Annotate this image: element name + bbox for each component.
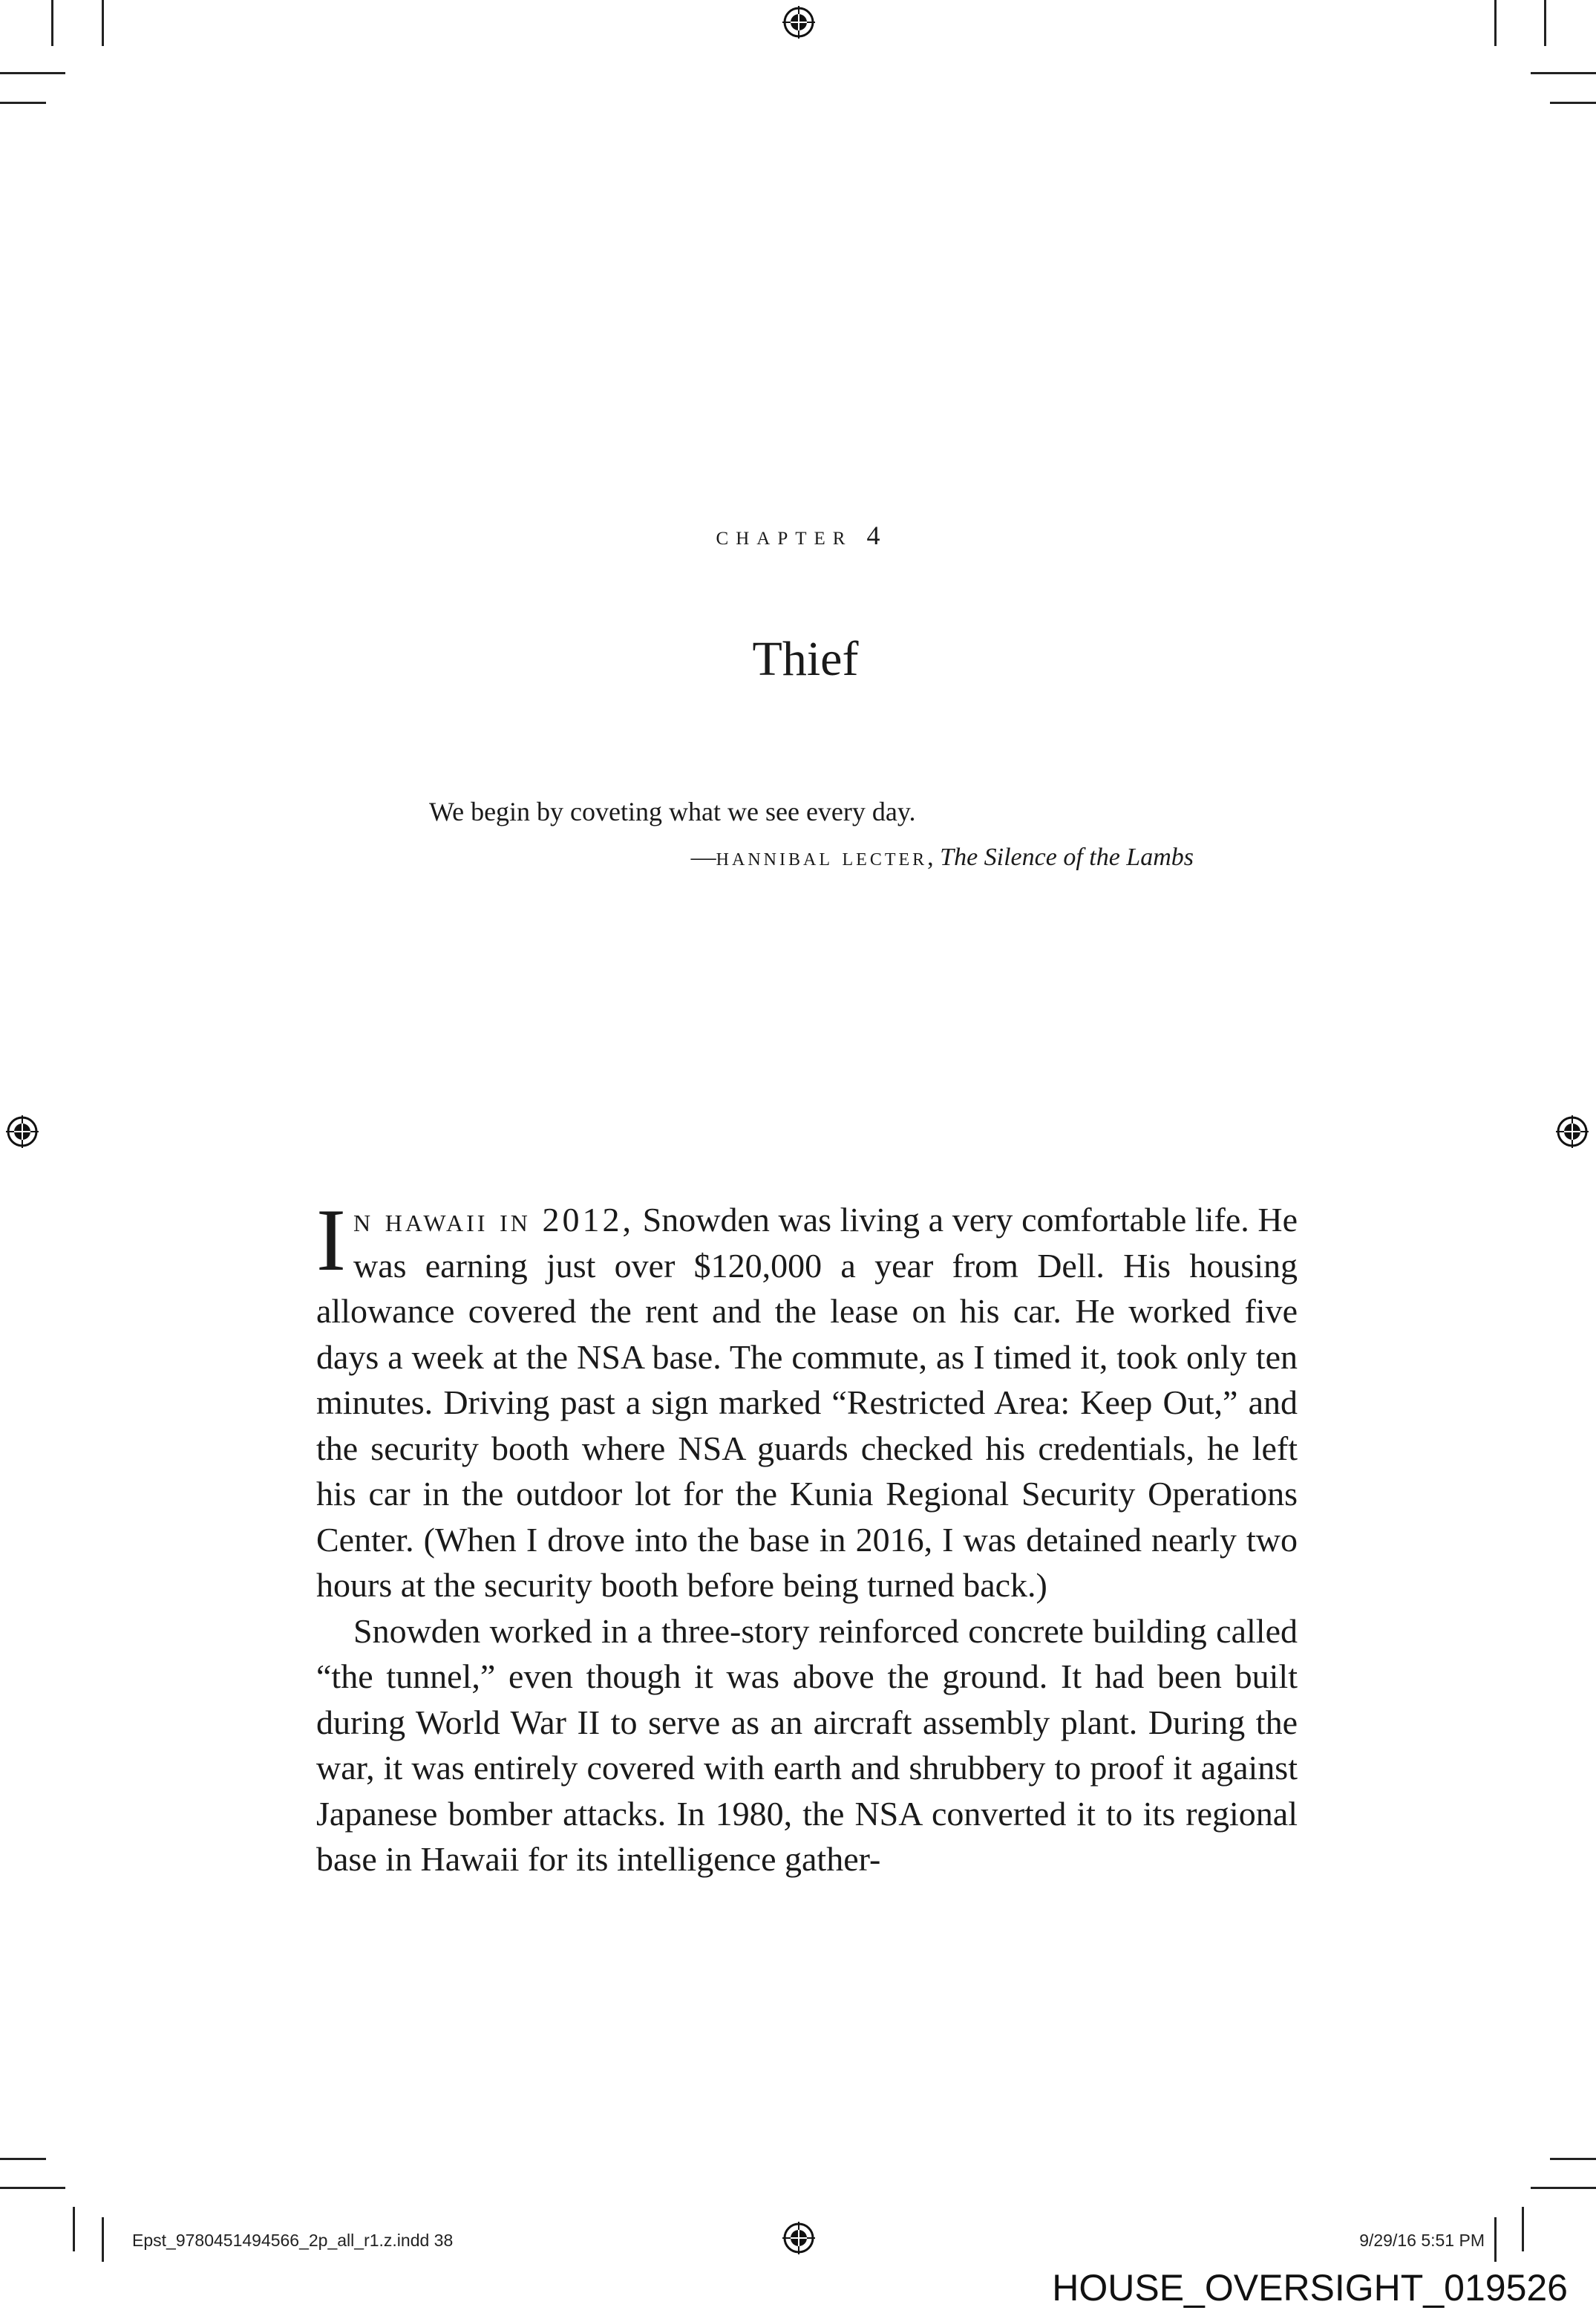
paragraph: [316, 1190, 1298, 1608]
epigraph-quote: We begin by coveting what we see every day.: [429, 797, 916, 826]
registration-mark-icon: [6, 1115, 39, 1148]
lead-in-smallcaps: n hawaii in 2012,: [353, 1201, 634, 1239]
crop-mark: [102, 2217, 104, 2262]
bates-number: HOUSE_OVERSIGHT_019526: [1052, 2267, 1568, 2309]
crop-mark: [51, 0, 53, 46]
drop-cap: I: [316, 1190, 346, 1289]
crop-mark: [1531, 2187, 1596, 2189]
crop-mark: [0, 102, 46, 104]
crop-mark: [1494, 0, 1497, 46]
crop-mark: [0, 2158, 46, 2160]
body-text: [316, 1190, 1298, 1882]
paragraph-text: Snowden was living a very comfortable life. He was earning just over $120,000 a year from Dell. His housing allowance covered the rent and the lease on his car. He worked five days a week at the NSA base. The commute, as I timed it, took only ten minutes. Driving past a sign marked “Restricted Area: Keep Out,” and the security booth where NSA guards checked his credentials, he left his car in the outdoor lot for the Kunia Regional Security Operations Center. (When I drove into the base in 2016, I was detained nearly two hours at the security booth before being turned back.): [316, 1201, 1298, 1604]
paragraph: Snowden worked in a three-story reinforced concrete building called “the tunnel,” even though it was above the ground. It had been built during World War II to serve as an aircraft assembly plant. During the war, it was entirely covered with earth and shrubbery to proof it against Japanese bomber attacks. In 1980, the NSA converted it to its regional base in Hawaii for its intelligence gather-: [316, 1611, 1298, 1878]
chapter-title: Thief: [752, 632, 859, 686]
crop-mark: [102, 0, 104, 46]
epigraph-separator: ,: [927, 844, 941, 871]
chapter-number: 4: [866, 521, 880, 550]
chapter-word: chapter: [716, 521, 853, 550]
registration-mark-icon: [782, 2222, 815, 2254]
crop-mark: [1550, 2158, 1596, 2160]
slug-timestamp: 9/29/16 5:51 PM: [1359, 2231, 1485, 2250]
epigraph-attribution: [429, 835, 1194, 881]
crop-mark: [1531, 72, 1596, 74]
registration-mark-icon: [782, 6, 815, 39]
crop-mark: [0, 72, 65, 74]
crop-mark: [1494, 2217, 1497, 2262]
crop-mark: [1550, 102, 1596, 104]
epigraph-author: hannibal lecter: [716, 844, 928, 871]
chapter-label: [0, 520, 1596, 551]
crop-mark: [1544, 0, 1546, 46]
crop-mark: [1522, 2207, 1524, 2251]
epigraph-dash: —: [690, 844, 716, 871]
registration-mark-icon: [1556, 1115, 1589, 1148]
crop-mark: [0, 2187, 65, 2189]
epigraph-work: The Silence of the Lambs: [940, 844, 1194, 871]
crop-mark: [73, 2207, 75, 2251]
epigraph: [429, 789, 1194, 881]
slug-filename: Epst_9780451494566_2p_all_r1.z.indd 38: [132, 2231, 454, 2250]
